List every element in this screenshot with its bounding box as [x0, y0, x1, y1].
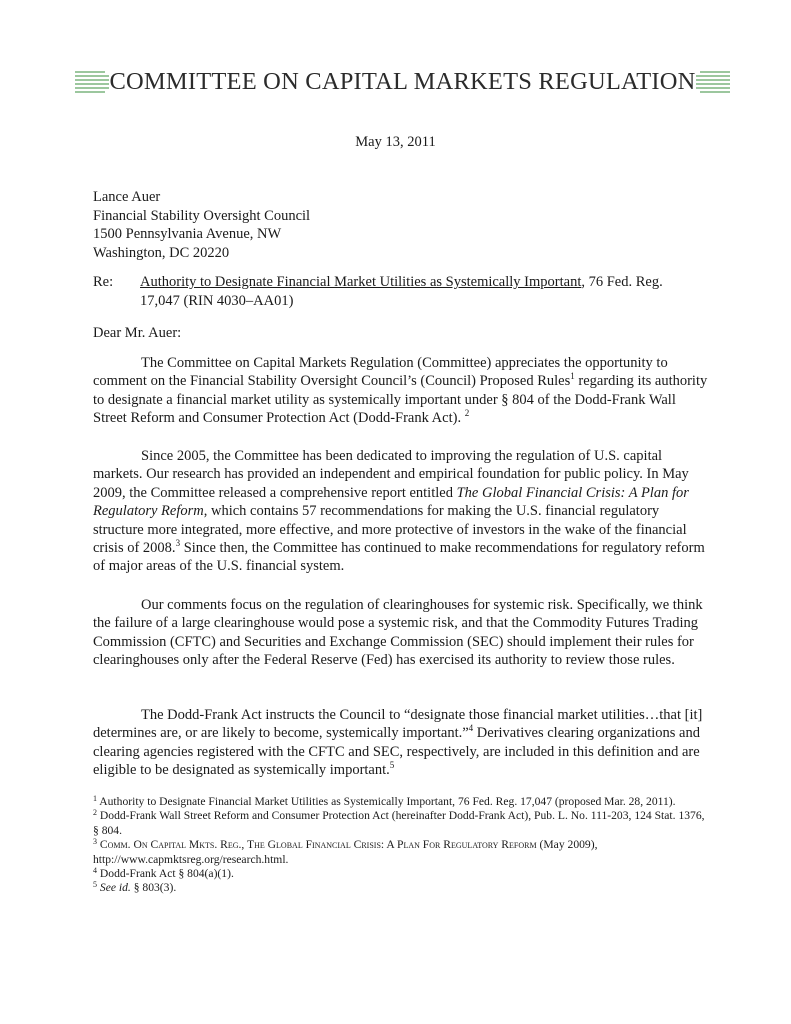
- footnote-5: $^5$ See id. § 803(3).: [93, 880, 177, 895]
- paragraph-3: Our comments focus on the regulation of clearinghouses for systemic risk. Specifically, we think the failure of a large clearinghouse would pose a systemic risk, and that the Commodity Futures Trading Commission (CFTC) and Securities and Exchange Commission (SEC) should implement their rules for clearinghouses only after the Federal Reserve (Fed) has exercised its authority to review those rules.: [93, 597, 703, 669]
- footnotes: [93, 795, 713, 896]
- letterhead-band-right: [696, 71, 730, 93]
- re-title: Authority to Designate Financial Market Utilities as Systemically Important: [140, 274, 582, 290]
- subject-line: [93, 273, 693, 310]
- letterhead-band-left: [75, 71, 109, 93]
- letter-date: May 13, 2011: [355, 134, 436, 150]
- letterhead-title: COMMITTEE ON CAPITAL MARKETS REGULATION: [109, 68, 696, 95]
- footnote-3: $^3$ Comm. On Capital Mkts. Reg., The Global Financial Crisis: A Plan For Regulatory Reform (May 2009), http://www.capmktsreg.org/research.html.: [93, 837, 598, 866]
- recipient-address: [93, 188, 310, 262]
- recipient-street: 1500 Pennsylvania Avenue, NW: [93, 226, 282, 242]
- letterhead: [75, 68, 730, 96]
- footnote-ref-3[interactable]: 3: [175, 538, 181, 549]
- re-label: Re:: [93, 274, 114, 290]
- footnote-ref-5[interactable]: 5: [389, 760, 395, 771]
- footnote-ref-1[interactable]: 1: [570, 371, 575, 382]
- footnote-ref-4[interactable]: 4: [468, 723, 474, 734]
- footnote-ref-2[interactable]: 2: [464, 408, 470, 419]
- salutation: Dear Mr. Auer:: [93, 325, 182, 341]
- footnote-2: $^2$ Dodd-Frank Wall Street Reform and Consumer Protection Act (hereinafter Dodd-Frank Act), Pub. L. No. 111-203, 124 Stat. 1376, § 804.: [93, 808, 705, 837]
- recipient-name: Lance Auer: [93, 189, 161, 205]
- paragraph-4: The Dodd-Frank Act instructs the Council to “designate those financial market utilities…that [it] determines are, or are likely to become, systemically important.”$^4$ Derivatives clearing organizations and clearing agencies registered with the CFTC and SEC, respectively, are included in this definition and are eligible to be designated as systemically important.$^5$: [93, 707, 703, 779]
- paragraph-2: Since 2005, the Committee has been dedicated to improving the regulation of U.S. capital markets. Our research has provided an independent and empirical foundation for public policy. In May 2009, the Committee released a comprehensive report entitled The Global Financial Crisis: A Plan for Regulatory Reform, which contains 57 recommendations for making the U.S. financial regulatory structure more integrated, more effective, and more protective of investors in the wake of the financial crisis of 2008.$^3$ Since then, the Committee has continued to make recommendations for regulatory reform of major areas of the U.S. financial system.: [93, 448, 705, 575]
- footnote-4: $^4$ Dodd-Frank Act § 804(a)(1).: [93, 866, 234, 881]
- recipient-city: Washington, DC 20220: [93, 244, 230, 261]
- report-title: The Global Financial Crisis: A Plan for Regulatory Reform: [93, 484, 689, 520]
- re-citation: , 76 Fed. Reg. 17,047 (RIN 4030–AA01): [140, 274, 663, 309]
- paragraph-1: The Committee on Capital Markets Regulation (Committee) appreciates the opportunity to comment on the Financial Stability Oversight Council’s (Council) Proposed Rules$^1$ regarding its authority to designate a financial market utility as systemically important under § 804 of the Dodd-Frank Wall Street Reform and Consumer Protection Act (Dodd-Frank Act). $^2$: [93, 355, 708, 427]
- footnote-1: $^1$ Authority to Designate Financial Market Utilities as Systemically Important, 76 Fed. Reg. 17,047 (proposed Mar. 28, 2011).: [93, 794, 676, 808]
- recipient-org: Financial Stability Oversight Council: [93, 207, 311, 224]
